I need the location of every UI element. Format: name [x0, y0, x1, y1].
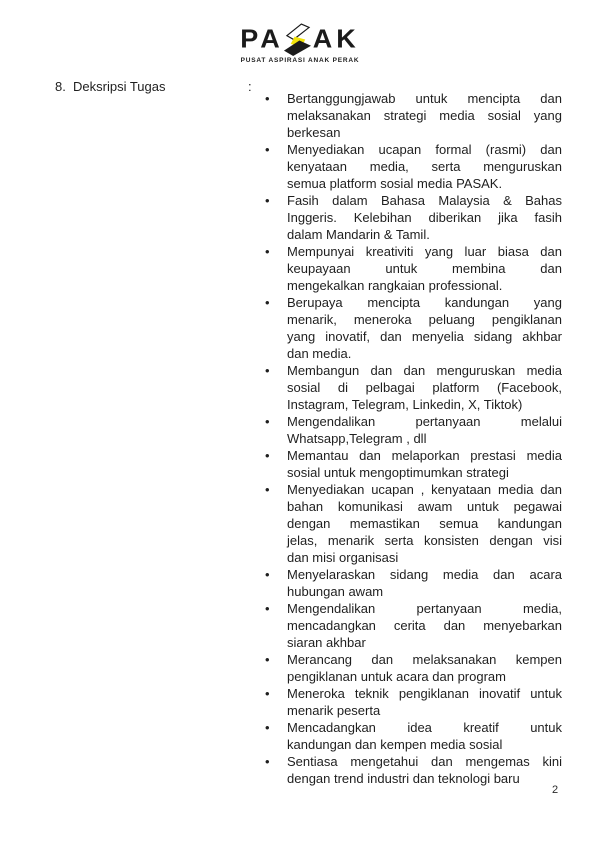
task-line: melaksanakan strategi media sosial yang [287, 108, 562, 123]
task-line: kenyataan media, serta menguruskan [287, 159, 562, 174]
task-line: jelas, menarik serta konsisten dengan visi [287, 533, 562, 548]
task-line: bahan komunikasi awam untuk pegawai [287, 499, 562, 514]
task-line: dan media. [287, 346, 352, 361]
bullet-icon: • [265, 295, 270, 310]
task-item [265, 413, 562, 447]
page-number: 2 [552, 784, 559, 796]
task-line: Whatsapp,Telegram , dll [287, 431, 427, 446]
task-line: dengan memastikan semua kandungan [287, 516, 562, 531]
task-lines [287, 362, 562, 413]
task-lines [287, 600, 562, 651]
task-lines [287, 413, 562, 447]
bullet-icon: • [265, 193, 270, 208]
bullet-icon: • [265, 482, 270, 497]
bullet-icon: • [265, 363, 270, 378]
task-lines [287, 141, 562, 192]
task-item [265, 651, 562, 685]
task-line: Sentiasa mengetahui dan mengemas kini [287, 754, 562, 769]
task-line: Menyelaraskan sidang media dan acara [287, 567, 562, 582]
task-lines [287, 243, 562, 294]
task-lines [287, 90, 562, 141]
task-line: sosial untuk mengoptimumkan strategi [287, 465, 509, 480]
section-colon: : [248, 79, 252, 94]
task-lines [287, 447, 562, 481]
task-line: Menyediakan ucapan , kenyataan media dan [287, 482, 562, 497]
bullet-icon: • [265, 601, 270, 616]
task-line: Mempunyai kreativiti yang luar biasa dan [287, 244, 562, 259]
task-line: hubungan awam [287, 584, 384, 599]
bullet-icon: • [265, 567, 270, 582]
pasak-logo [0, 20, 600, 64]
bullet-icon: • [265, 754, 270, 769]
task-line: mengekalkan rangkaian professional. [287, 278, 503, 293]
task-line: Menyediakan ucapan formal (rasmi) dan [287, 142, 562, 157]
bullet-icon: • [265, 142, 270, 157]
task-item [265, 141, 562, 192]
task-lines [287, 294, 562, 362]
logo-tagline: PUSAT ASPIRASI ANAK PERAK [240, 57, 360, 64]
task-line: Membangun dan dan menguruskan media [287, 363, 562, 378]
task-line: Bertanggungjawab untuk mencipta dan [287, 91, 562, 106]
task-line: Fasih dalam Bahasa Malaysia & Bahas [287, 193, 562, 208]
bullet-icon: • [265, 652, 270, 667]
task-line: Memantau dan melaporkan prestasi media [287, 448, 562, 463]
logo-letters-right: AK [312, 24, 360, 54]
task-lines [287, 192, 562, 243]
task-item [265, 481, 562, 566]
task-lines [287, 753, 562, 787]
logo-letters-left: PA [240, 24, 284, 54]
task-item [265, 362, 562, 413]
task-item [265, 192, 562, 243]
task-line: menarik, meneroka peluang pengiklanan [287, 312, 562, 327]
bullet-icon: • [265, 448, 270, 463]
bullet-icon: • [265, 686, 270, 701]
task-item [265, 90, 562, 141]
task-lines [287, 719, 562, 753]
task-item [265, 685, 562, 719]
task-line: pengiklanan untuk acara dan program [287, 669, 506, 684]
bullet-icon: • [265, 91, 270, 106]
task-item [265, 243, 562, 294]
task-line: dalam Mandarin & Tamil. [287, 227, 430, 242]
task-line: Inggeris. Kelebihan diberikan jika fasih [287, 210, 562, 225]
bullet-icon: • [265, 414, 270, 429]
task-line: dengan trend industri dan teknologi baru [287, 771, 520, 786]
task-line: keupayaan untuk membina dan [287, 261, 562, 276]
task-lines [287, 481, 562, 566]
task-line: dan misi organisasi [287, 550, 399, 565]
logo-word [240, 20, 360, 53]
task-item [265, 294, 562, 362]
task-line: sosial di pelbagai platform (Facebook, [287, 380, 562, 395]
task-line: siaran akhbar [287, 635, 366, 650]
task-item [265, 753, 562, 787]
task-list [265, 90, 562, 787]
task-line: Mengendalikan pertanyaan media, [287, 601, 562, 616]
task-item [265, 600, 562, 651]
task-line: menarik peserta [287, 703, 381, 718]
lightning-s-icon [283, 23, 312, 57]
section-label: Deksripsi Tugas [73, 79, 166, 94]
bullet-icon: • [265, 720, 270, 735]
task-line: kandungan dan kempen media sosial [287, 737, 503, 752]
task-line: mencadangkan cerita dan menyebarkan [287, 618, 562, 633]
task-item [265, 566, 562, 600]
task-line: Merancang dan melaksanakan kempen [287, 652, 562, 667]
task-line: Mencadangkan idea kreatif untuk [287, 720, 562, 735]
bullet-icon: • [265, 244, 270, 259]
section-number: 8. [55, 79, 66, 94]
task-lines [287, 566, 562, 600]
task-line: Berupaya mencipta kandungan yang [287, 295, 562, 310]
task-item [265, 447, 562, 481]
task-lines [287, 685, 562, 719]
task-line: Meneroka teknik pengiklanan inovatif untuk [287, 686, 562, 701]
task-line: berkesan [287, 125, 341, 140]
task-line: semua platform sosial media PASAK. [287, 176, 503, 191]
task-line: Mengendalikan pertanyaan melalui [287, 414, 562, 429]
task-line: yang inovatif, dan menyelia sidang akhbar [287, 329, 562, 344]
task-line: Instagram, Telegram, Linkedin, X, Tiktok) [287, 397, 523, 412]
task-lines [287, 651, 562, 685]
task-item [265, 719, 562, 753]
